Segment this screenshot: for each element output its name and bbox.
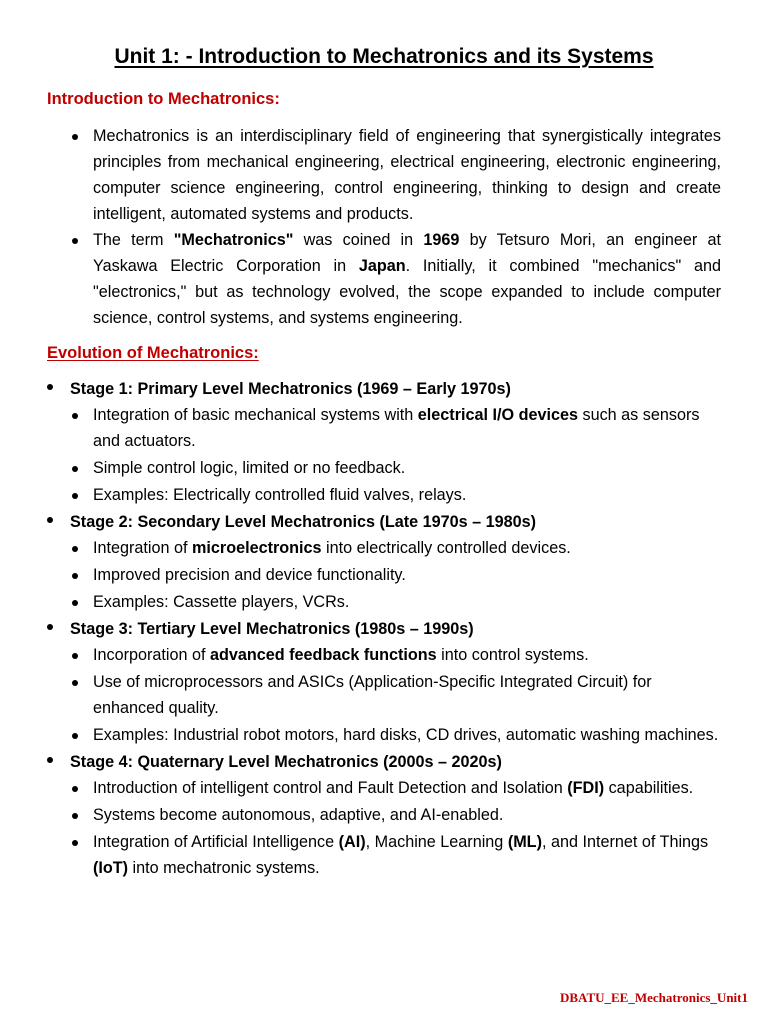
country-japan: Japan: [358, 257, 406, 275]
intro-item-history: The term "Mechatronics" was coined in 1969 by Tetsuro Mori, an engineer at Yaskawa Electric Corporation in Japan. Initially, it combined "mechanics" and "electronics," but as technology evolved, the scope expanded to include computer science, control systems, and systems engineering.: [70, 227, 721, 331]
stage-1: [46, 376, 726, 508]
list-item: Introduction of intelligent control and Fault Detection and Isolation (FDI) capabilities.: [70, 775, 726, 801]
stage-items: [70, 535, 726, 615]
term-mechatronics: "Mechatronics": [173, 231, 294, 249]
list-item: Integration of microelectronics into electrically controlled devices.: [70, 535, 726, 561]
stage-title: Stage 4: Quaternary Level Mechatronics (2000s – 2020s): [70, 753, 502, 771]
year-1969: 1969: [423, 231, 460, 249]
list-item: Examples: Cassette players, VCRs.: [70, 589, 726, 615]
list-item: Simple control logic, limited or no feedback.: [70, 455, 726, 481]
intro-list: [70, 123, 721, 331]
stage-items: [70, 402, 726, 508]
stage-items: [70, 775, 726, 881]
list-item: Integration of Artificial Intelligence (AI), Machine Learning (ML), and Internet of Things (IoT) into mechatronic systems.: [70, 829, 726, 881]
list-item: Integration of basic mechanical systems with electrical I/O devices such as sensors and actuators.: [70, 402, 726, 454]
stage-title: Stage 2: Secondary Level Mechatronics (Late 1970s – 1980s): [70, 513, 537, 531]
evolution-heading: Evolution of Mechatronics:: [47, 344, 259, 362]
stage-2: [46, 509, 726, 615]
list-item: Use of microprocessors and ASICs (Application-Specific Integrated Circuit) for enhanced quality.: [70, 669, 726, 721]
footer-doc-id: DBATU_EE_Mechatronics_Unit1: [559, 990, 748, 1005]
stages-list: [46, 376, 726, 882]
list-item: Systems become autonomous, adaptive, and AI-enabled.: [70, 802, 726, 828]
page-title: Unit 1: - Introduction to Mechatronics and its Systems: [114, 45, 654, 68]
intro-item-definition: Mechatronics is an interdisciplinary field of engineering that synergistically integrates principles from mechanical engineering, electrical engineering, electronic engineering, computer science engineering, control engineering, thinking to design and create intelligent, automated systems and products.: [70, 123, 721, 227]
stage-title: Stage 1: Primary Level Mechatronics (1969 – Early 1970s): [70, 380, 511, 398]
stage-3: [46, 616, 726, 748]
list-item: Improved precision and device functionality.: [70, 562, 726, 588]
stage-4: [46, 749, 726, 881]
intro-heading: Introduction to Mechatronics:: [47, 90, 280, 108]
list-item: Incorporation of advanced feedback functions into control systems.: [70, 642, 726, 668]
list-item: Examples: Industrial robot motors, hard disks, CD drives, automatic washing machines.: [70, 722, 726, 748]
stage-items: [70, 642, 726, 748]
list-item: Examples: Electrically controlled fluid valves, relays.: [70, 482, 726, 508]
stage-title: Stage 3: Tertiary Level Mechatronics (1980s – 1990s): [70, 620, 474, 638]
